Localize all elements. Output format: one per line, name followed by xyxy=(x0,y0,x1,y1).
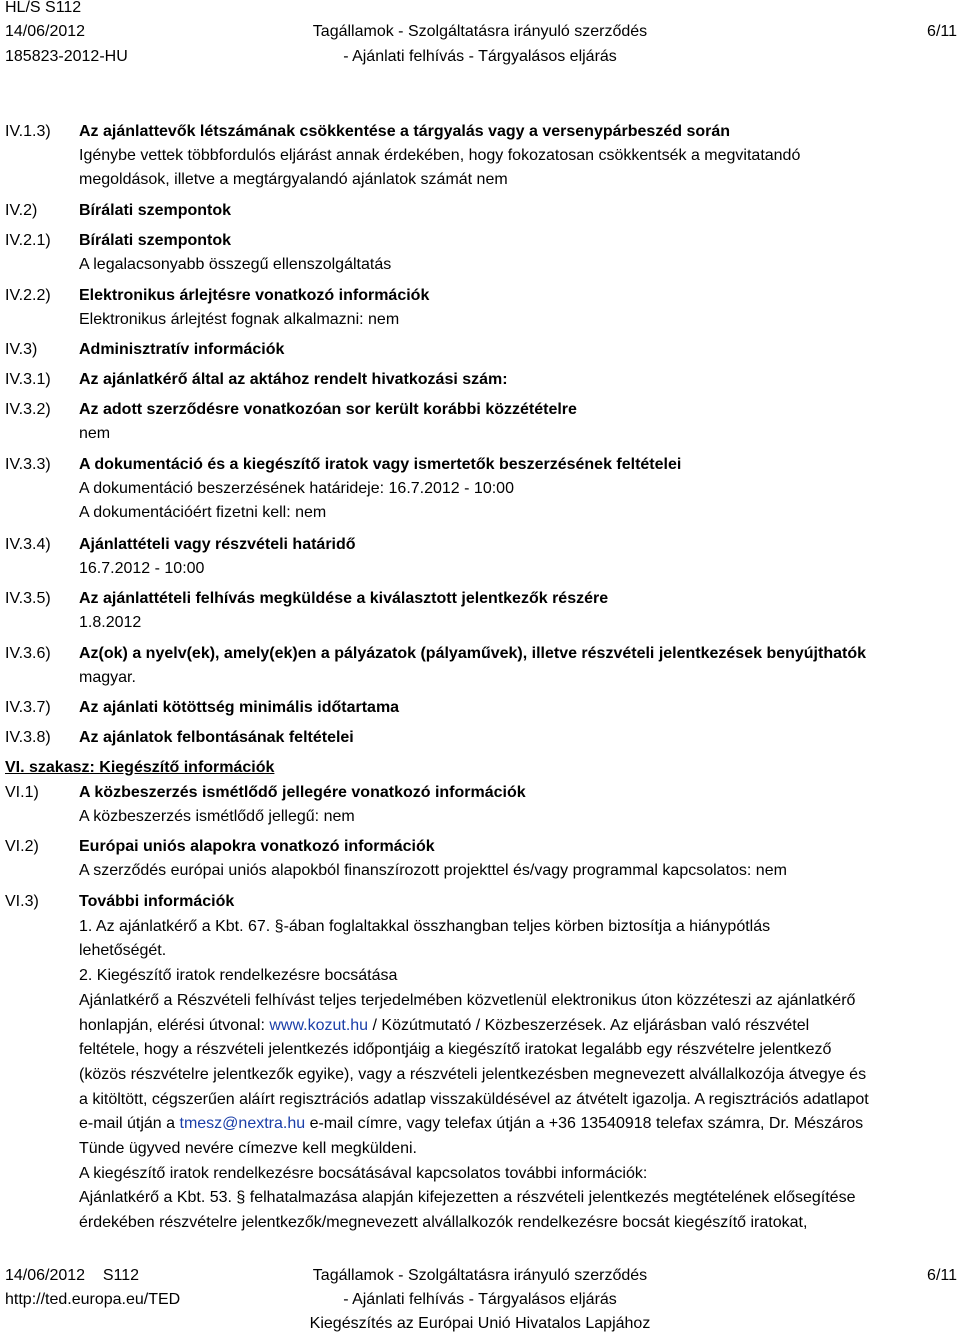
footer-page: 6/11 xyxy=(927,1267,957,1284)
section-line-with-email xyxy=(79,1112,952,1137)
section-line: 16.7.2012 - 10:00 xyxy=(79,560,205,577)
section-line: A dokumentációért fizetni kell: nem xyxy=(79,504,327,521)
section-line: A közbeszerzés ismétlődő jellegű: nem xyxy=(79,808,355,825)
section-line: Elektronikus árlejtést fognak alkalmazni: nem xyxy=(79,311,400,328)
section-title: Elektronikus árlejtésre vonatkozó információk xyxy=(79,287,430,304)
header-notice: 185823-2012-HU xyxy=(5,48,128,65)
section-line: 1.8.2012 xyxy=(79,614,142,631)
section-title: Bírálati szempontok xyxy=(79,202,232,219)
section-title: Adminisztratív információk xyxy=(79,341,285,358)
link-prefix: honlapján, elérési útvonal: xyxy=(79,1016,270,1034)
footer-url[interactable]: http://ted.europa.eu/TED xyxy=(5,1291,181,1308)
section-title: Ajánlattételi vagy részvételi határidő xyxy=(79,536,356,553)
header-title-2: - Ajánlati felhívás - Tárgyalásos eljárás xyxy=(343,48,617,65)
section-number: IV.3.2) xyxy=(5,401,51,418)
section-line: A legalacsonyabb összegű ellenszolgáltatás xyxy=(79,256,392,273)
section-title: A dokumentáció és a kiegészítő iratok vagy ismertetők beszerzésének feltételei xyxy=(79,456,682,473)
section-title: Az ajánlati kötöttség minimális időtartama xyxy=(79,699,400,716)
section-line: A szerződés európai uniós alapokból finanszírozott projekttel és/vagy programmal kapcsolatos: nem xyxy=(79,862,787,879)
section-number: VI.3) xyxy=(5,893,39,910)
section-number: IV.3.5) xyxy=(5,590,51,607)
section-number: IV.3.6) xyxy=(5,645,51,662)
section-title: Az ajánlatok felbontásának feltételei xyxy=(79,729,354,746)
section-number: IV.3.8) xyxy=(5,729,51,746)
section-number: IV.3.3) xyxy=(5,456,51,473)
section-number: IV.3) xyxy=(5,341,38,358)
footer-series: S112 xyxy=(102,1267,140,1284)
section-number: IV.3.7) xyxy=(5,699,51,716)
header-id: HL/S S112 xyxy=(5,0,82,16)
section-number: IV.1.3) xyxy=(5,123,51,140)
section-title: További információk xyxy=(79,893,235,910)
section-line: A dokumentáció beszerzésének határideje: 16.7.2012 - 10:00 xyxy=(79,480,514,497)
email-link[interactable]: tmesz@nextra.hu xyxy=(179,1115,306,1133)
section-title: A közbeszerzés ismétlődő jellegére vonatkozó információk xyxy=(79,784,526,801)
section-line: nem xyxy=(79,425,111,442)
section-line: a kitöltött, cégszerűen aláírt regisztrációs adatlap visszaküldésével az átvételt igazolja. A regisztrációs adatlapot xyxy=(79,1090,869,1108)
section-number: IV.2.1) xyxy=(5,232,51,249)
section-line-with-link xyxy=(79,1014,952,1039)
section-line: magyar. xyxy=(79,669,136,686)
section-number: IV.2) xyxy=(5,202,38,219)
section-vi-heading: VI. szakasz: Kiegészítő információk xyxy=(5,759,275,776)
section-number: VI.2) xyxy=(5,838,39,855)
header-title-1: Tagállamok - Szolgáltatásra irányuló szerződés xyxy=(312,23,648,40)
section-line: Igénybe vettek többfordulós eljárást annak érdekében, hogy fokozatosan csökkentsék a megvitatandó xyxy=(79,147,801,164)
footer-title-2: - Ajánlati felhívás - Tárgyalásos eljárás xyxy=(343,1291,617,1308)
header-page: 6/11 xyxy=(927,23,957,40)
section-line: Ajánlatkérő a Kbt. 53. § felhatalmazása alapján kifejezetten a részvételi jelentkezés megtételének elősegítése xyxy=(79,1189,856,1207)
section-title: Az ajánlattételi felhívás megküldése a kiválasztott jelentkezők részére xyxy=(79,590,609,607)
section-title: Az adott szerződésre vonatkozóan sor került korábbi közzétételre xyxy=(79,401,577,418)
footer-title-3: Kiegészítés az Európai Unió Hivatalos Lapjához xyxy=(309,1315,651,1332)
section-title: Az(ok) a nyelv(ek), amely(ek)en a pályázatok (pályaművek), illetve részvételi jelentkezések benyújthatók xyxy=(79,645,866,662)
section-line: lehetőségét. xyxy=(79,942,167,960)
email-prefix: e-mail útján a xyxy=(79,1115,180,1133)
section-title: Az ajánlatkérő által az aktához rendelt hivatkozási szám: xyxy=(79,371,508,388)
section-line: 2. Kiegészítő iratok rendelkezésre bocsátása xyxy=(79,967,398,985)
section-line: megoldások, illetve a megtárgyalandó ajánlatok számát nem xyxy=(79,171,508,188)
section-line: érdekében részvételre jelentkezők/megnevezett alvállalkozók rendelkezésre bocsát kiegészítő iratokat, xyxy=(79,1214,808,1232)
footer-title-1: Tagállamok - Szolgáltatásra irányuló szerződés xyxy=(312,1267,648,1284)
section-line: (közös részvételre jelentkezők egyike), vagy a részvételi jelentkezésben megnevezett alvállalkozója átvegye és xyxy=(79,1065,867,1083)
link-suffix: / Közútmutató / Közbeszerzések. Az eljárásban való részvétel xyxy=(368,1016,810,1034)
section-title: Bírálati szempontok xyxy=(79,232,232,249)
kozut-link[interactable]: www.kozut.hu xyxy=(269,1016,369,1034)
section-line: Ajánlatkérő a Részvételi felhívást teljes terjedelmében közvetlenül elektronikus úton közzéteszi az ajánlatkérő xyxy=(79,991,856,1009)
section-body xyxy=(79,120,952,192)
section-number: VI.1) xyxy=(5,784,39,801)
email-suffix: e-mail címre, vagy telefax útján a +36 13540918 telefax számra, Dr. Mészáros xyxy=(305,1115,864,1133)
section-line: Tünde ügyved nevére címezve kell megküldeni. xyxy=(79,1140,417,1158)
footer-date: 14/06/2012 xyxy=(5,1267,86,1284)
section-number: IV.3.1) xyxy=(5,371,51,388)
section-number: IV.2.2) xyxy=(5,287,51,304)
header-date: 14/06/2012 xyxy=(5,23,86,40)
section-title: Az ajánlattevők létszámának csökkentése a tárgyalás vagy a versenypárbeszéd során xyxy=(79,123,731,140)
section-line: A kiegészítő iratok rendelkezésre bocsátásával kapcsolatos további információk: xyxy=(79,1164,648,1182)
section-line: feltétele, hogy a részvételi jelentkezés időpontjáig a kiegészítő iratokat legalább egy részvételre jelentkező xyxy=(79,1041,832,1059)
section-number: IV.3.4) xyxy=(5,536,51,553)
section-title: Európai uniós alapokra vonatkozó információk xyxy=(79,838,435,855)
section-line: 1. Az ajánlatkérő a Kbt. 67. §-ában foglaltakkal összhangban teljes körben biztosítja a hiánypótlás xyxy=(79,917,771,935)
